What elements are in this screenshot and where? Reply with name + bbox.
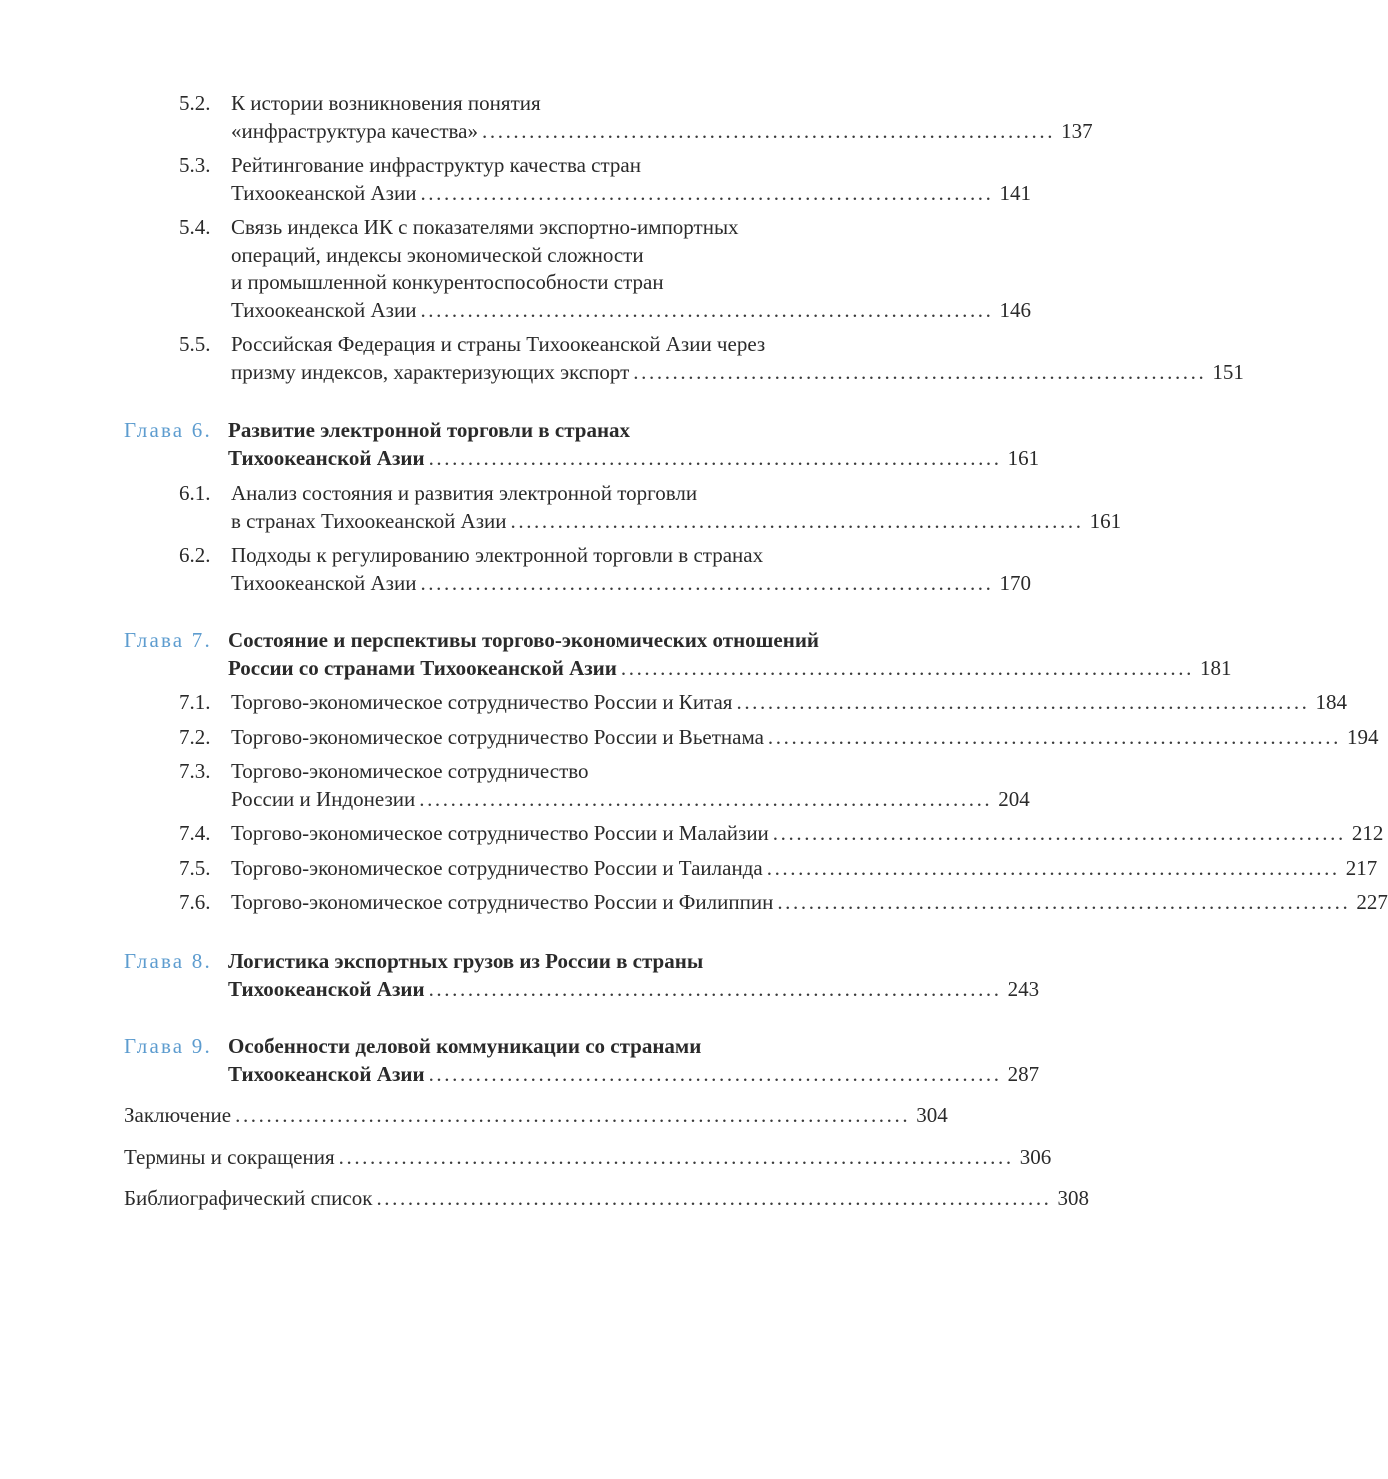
entry-title-line: Тихоокеанской Азии <box>231 570 417 595</box>
page-number: 184 <box>1315 690 1348 714</box>
section-number: 6.1. <box>179 481 211 505</box>
toc-entry-6-2[interactable] <box>179 542 1032 597</box>
entry-title-line: Торгово-экономическое сотрудничество России и Вьетнама <box>231 725 764 749</box>
section-number: 7.1. <box>179 690 211 714</box>
page-number: 217 <box>1345 856 1378 880</box>
entry-title-line: Анализ состояния и развития электронной торговли <box>231 481 698 505</box>
entry-title-line: Тихоокеанской Азии <box>231 180 417 205</box>
chapter-label: Глава 9. <box>124 1034 212 1058</box>
page-number: 227 <box>1356 890 1388 914</box>
dot-leader: ......................................................................... <box>510 508 1084 533</box>
toc-entry-bibliography[interactable] <box>124 1185 1090 1213</box>
entry-title-line: Термины и сокращения <box>124 1145 335 1169</box>
page-number: 161 <box>1089 508 1122 533</box>
toc-entry-5-3[interactable] <box>179 152 1032 207</box>
entry-title-line: Торгово-экономическое сотрудничество России и Китая <box>231 690 733 714</box>
toc-chapter-7[interactable] <box>124 627 1232 682</box>
toc-entry-5-4[interactable] <box>179 214 1032 324</box>
page-number: 141 <box>999 180 1032 205</box>
toc-entry-7-4[interactable] <box>179 820 1384 848</box>
toc-entry-7-3[interactable] <box>179 758 1030 813</box>
entry-title-line: операций, индексы экономической сложности <box>231 242 644 267</box>
entry-title-line: Торгово-экономическое сотрудничество России и Таиланда <box>231 856 763 880</box>
dot-leader: ......................................................................... <box>428 1061 1002 1086</box>
entry-title-line: России и Индонезии <box>231 786 416 811</box>
toc-entry-7-5[interactable] <box>179 855 1378 883</box>
page-number: 161 <box>1007 445 1040 470</box>
entry-title-line: Тихоокеанской Азии <box>231 297 417 322</box>
dot-leader: ......................................................................... <box>736 690 1310 714</box>
entry-title-line: Российская Федерация и страны Тихоокеанской Азии через <box>231 332 766 356</box>
entry-title-line: Связь индекса ИК с показателями экспортно-импортных <box>231 215 739 239</box>
entry-title-line: «инфраструктура качества» <box>231 118 479 143</box>
toc-chapter-9[interactable] <box>124 1033 1040 1088</box>
dot-leader: ......................................................................... <box>777 890 1351 914</box>
toc-entry-5-5[interactable] <box>179 331 1244 386</box>
page-number: 146 <box>999 297 1032 322</box>
chapter-label: Глава 8. <box>124 949 212 973</box>
page-number: 170 <box>999 570 1032 595</box>
chapter-title-line: Особенности деловой коммуникации со странами <box>228 1034 702 1058</box>
entry-title-line: и промышленной конкурентоспособности стран <box>231 270 664 294</box>
entry-title-line: Торгово-экономическое сотрудничество <box>231 759 589 783</box>
section-number: 6.2. <box>179 543 211 567</box>
page-number: 212 <box>1351 821 1384 845</box>
section-number: 7.3. <box>179 759 211 783</box>
dot-leader: ......................................................................... <box>620 655 1194 680</box>
page-number: 287 <box>1007 1061 1040 1086</box>
dot-leader: ......................................................................... <box>428 445 1002 470</box>
section-number: 7.2. <box>179 725 211 749</box>
page-number: 243 <box>1007 976 1040 1001</box>
page-number: 204 <box>998 786 1030 811</box>
toc-entry-5-2[interactable] <box>179 90 1093 145</box>
dot-leader: ......................................................................... <box>420 180 994 205</box>
entry-title-line: в странах Тихоокеанской Азии <box>231 508 507 533</box>
chapter-label: Глава 7. <box>124 628 212 652</box>
dot-leader: ......................................................................... <box>420 570 994 595</box>
page-number: 304 <box>916 1103 948 1127</box>
dot-leader: ......................................................................... <box>420 297 994 322</box>
toc-entry-7-6[interactable] <box>179 889 1388 917</box>
page-number: 306 <box>1019 1145 1052 1169</box>
section-number: 5.4. <box>179 215 211 239</box>
section-number: 7.5. <box>179 856 211 880</box>
toc-entry-7-2[interactable] <box>179 724 1379 752</box>
toc-chapter-8[interactable] <box>124 948 1040 1003</box>
dot-leader: ...................................................................................... <box>235 1103 911 1127</box>
entry-title-line: призму индексов, характеризующих экспорт <box>231 359 630 384</box>
chapter-title-line: России со странами Тихоокеанской Азии <box>228 655 617 680</box>
chapter-title-line: Логистика экспортных грузов из России в страны <box>228 949 704 973</box>
section-number: 5.5. <box>179 332 211 356</box>
chapter-label: Глава 6. <box>124 418 212 442</box>
entry-title-line: Заключение <box>124 1103 232 1127</box>
section-number: 5.2. <box>179 91 211 115</box>
chapter-title-line: Состояние и перспективы торгово-экономических отношений <box>228 628 820 652</box>
toc-entry-6-1[interactable] <box>179 480 1122 535</box>
entry-title-line: Торгово-экономическое сотрудничество России и Филиппин <box>231 890 774 914</box>
entry-title-line: Подходы к регулированию электронной торговли в странах <box>231 543 764 567</box>
page-number: 151 <box>1212 359 1244 384</box>
dot-leader: ......................................................................... <box>633 359 1207 384</box>
page-number: 308 <box>1057 1186 1090 1210</box>
toc-entry-conclusion[interactable] <box>124 1102 948 1130</box>
page-number: 137 <box>1061 118 1093 143</box>
section-number: 5.3. <box>179 153 211 177</box>
entry-title-line: К истории возникновения понятия <box>231 91 541 115</box>
dot-leader: ......................................................................... <box>419 786 993 811</box>
chapter-title-line: Развитие электронной торговли в странах <box>228 418 631 442</box>
dot-leader: ......................................................................... <box>767 725 1341 749</box>
dot-leader: ...................................................................................... <box>338 1145 1014 1169</box>
dot-leader: ......................................................................... <box>482 118 1056 143</box>
section-number: 7.4. <box>179 821 211 845</box>
page-number: 194 <box>1346 725 1379 749</box>
chapter-title-line: Тихоокеанской Азии <box>228 976 425 1001</box>
chapter-title-line: Тихоокеанской Азии <box>228 1061 425 1086</box>
entry-title-line: Рейтингование инфраструктур качества стран <box>231 153 641 177</box>
toc-chapter-6[interactable] <box>124 417 1040 472</box>
entry-title-line: Торгово-экономическое сотрудничество России и Малайзии <box>231 821 769 845</box>
page-number: 181 <box>1199 655 1232 680</box>
toc-entry-terms[interactable] <box>124 1144 1052 1172</box>
dot-leader: ......................................................................... <box>772 821 1346 845</box>
toc-entry-7-1[interactable] <box>179 689 1348 717</box>
entry-title-line: Библиографический список <box>124 1186 373 1210</box>
chapter-title-line: Тихоокеанской Азии <box>228 445 425 470</box>
section-number: 7.6. <box>179 890 211 914</box>
dot-leader: ...................................................................................... <box>376 1186 1052 1210</box>
dot-leader: ......................................................................... <box>766 856 1340 880</box>
dot-leader: ......................................................................... <box>428 976 1002 1001</box>
